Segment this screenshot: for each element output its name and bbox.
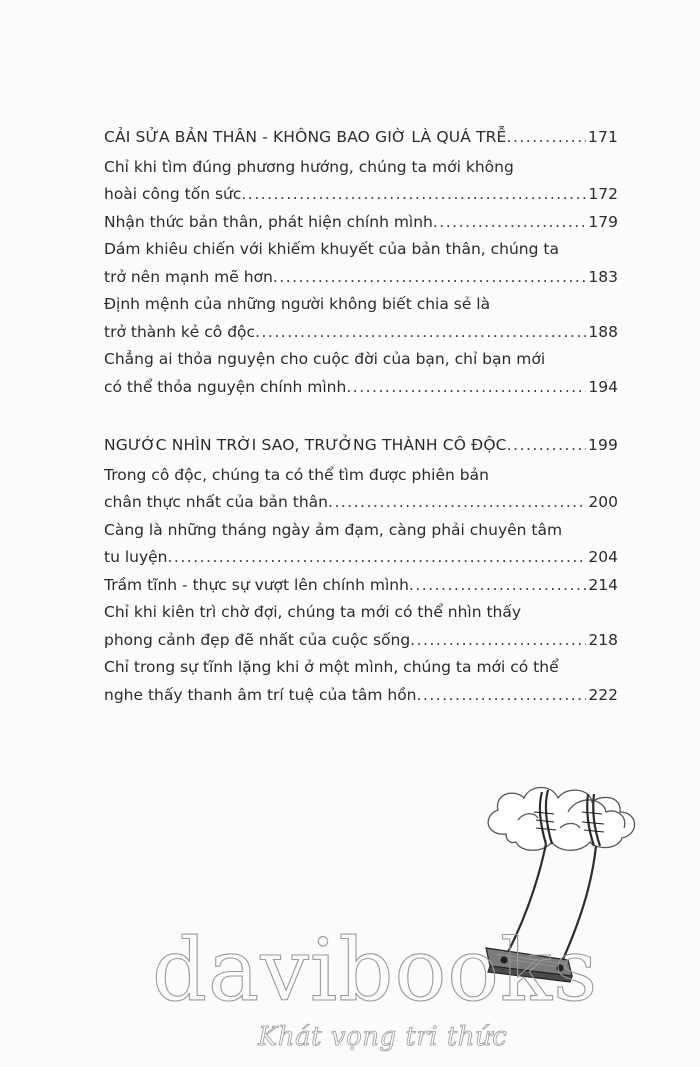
- toc-entry-text: Chẳng ai thỏa nguyện cho cuộc đời của bạn, chỉ bạn mới: [104, 350, 546, 368]
- toc-entry-page: 183: [588, 267, 618, 286]
- toc-entry-text: Chỉ trong sự tĩnh lặng khi ở một mình, chúng ta mới có thể: [104, 658, 559, 676]
- leader-dots: [328, 489, 586, 517]
- toc-entry-last-line: [104, 209, 618, 237]
- toc-entry-text: trở nên mạnh mẽ hơn: [104, 267, 273, 286]
- toc-entry-page: 188: [588, 322, 618, 341]
- toc-entry-page: 179: [588, 212, 618, 231]
- leader-dots: [273, 264, 587, 292]
- toc-entry-page: 200: [588, 493, 618, 511]
- toc-entry[interactable]: [104, 236, 618, 291]
- section-heading-title: CẢI SỬA BẢN THÂN - KHÔNG BAO GIỜ LÀ QUÁ TRỄ: [104, 128, 507, 146]
- toc-entry-text: nghe thấy thanh âm trí tuệ của tâm hồn: [104, 685, 417, 704]
- toc-entry-text: Trong cô độc, chúng ta có thể tìm được phiên bản: [104, 465, 489, 484]
- toc-entry-text: Trầm tĩnh - thực sự vượt lên chính mình: [104, 575, 409, 594]
- toc-entry-line: [104, 154, 618, 182]
- toc-section-2: [104, 432, 618, 709]
- toc-entry[interactable]: [104, 517, 618, 572]
- toc-entry-line: [104, 291, 618, 319]
- watermark-logo: davibooks: [152, 921, 599, 1021]
- toc-entry-text: trở thành kẻ cô độc: [104, 322, 256, 341]
- toc-entry-last-line: [104, 544, 618, 572]
- toc-entry-page: 222: [588, 685, 618, 704]
- toc-entry-last-line: [104, 627, 618, 655]
- toc-entry[interactable]: [104, 291, 618, 346]
- leader-dots: [255, 319, 586, 347]
- toc-entry-page: 214: [588, 575, 618, 594]
- section-heading-page: 171: [587, 128, 618, 146]
- leader-dots: [433, 209, 587, 237]
- toc-entry-text: có thể thỏa nguyện chính mình: [104, 377, 347, 396]
- toc-entry-page: 172: [588, 185, 618, 203]
- toc-entry-last-line: [104, 181, 618, 209]
- toc-entry-last-line: [104, 319, 618, 347]
- leader-dots: [410, 627, 586, 655]
- toc-entry-last-line: [104, 682, 618, 710]
- toc-entry-line: [104, 346, 618, 374]
- leader-dots: [409, 572, 586, 600]
- toc-entry[interactable]: [104, 572, 618, 600]
- section-heading-title: NGƯỚC NHÌN TRỜI SAO, TRƯỞNG THÀNH CÔ ĐỘC: [104, 436, 507, 454]
- section-heading[interactable]: [104, 124, 618, 152]
- toc-entry-last-line: [104, 264, 618, 292]
- toc-entry-last-line: [104, 374, 618, 402]
- toc-entry[interactable]: [104, 209, 618, 237]
- toc-entry-page: 218: [588, 630, 618, 649]
- toc-entry-line: [104, 236, 618, 264]
- toc-entry[interactable]: [104, 154, 618, 209]
- toc-entry-text: Dám khiêu chiến với khiếm khuyết của bản thân, chúng ta: [104, 240, 559, 258]
- leader-dots: [346, 374, 586, 402]
- section-heading[interactable]: [104, 432, 618, 460]
- toc-entry-text: tu luyện: [104, 548, 168, 566]
- toc-entry-page: 204: [588, 548, 618, 566]
- toc-entry[interactable]: [104, 599, 618, 654]
- toc-entry-text: Chỉ khi tìm đúng phương hướng, chúng ta mới không: [104, 157, 514, 176]
- toc-entry[interactable]: [104, 654, 618, 709]
- leader-dots: [168, 544, 587, 572]
- toc-entry-text: Nhận thức bản thân, phát hiện chính mình: [104, 212, 433, 231]
- toc-entry-line: [104, 599, 618, 627]
- toc-entry-line: [104, 462, 618, 490]
- toc-entry-line: [104, 517, 618, 545]
- toc-entry-text: Càng là những tháng ngày ảm đạm, càng phải chuyên tâm: [104, 520, 563, 539]
- watermark-tagline: Khát vọng tri thức: [258, 1022, 508, 1052]
- leader-dots: [507, 124, 586, 152]
- toc-section-1: [104, 124, 618, 401]
- leader-dots: [241, 181, 586, 209]
- toc-entry-text: hoài công tốn sức: [104, 185, 242, 203]
- leader-dots: [507, 432, 586, 460]
- toc-entry-text: Định mệnh của những người không biết chia sẻ là: [104, 295, 491, 313]
- toc-entry-text: Chỉ khi kiên trì chờ đợi, chúng ta mới có thể nhìn thấy: [104, 603, 522, 621]
- toc-entry-last-line: [104, 489, 618, 517]
- leader-dots: [417, 682, 587, 710]
- toc-entry-last-line: [104, 572, 618, 600]
- section-heading-page: 199: [587, 436, 618, 454]
- toc-entry-page: 194: [588, 377, 618, 396]
- toc-entry[interactable]: [104, 462, 618, 517]
- toc-entry[interactable]: [104, 346, 618, 401]
- toc-entry-text: chân thực nhất của bản thân: [104, 493, 329, 511]
- toc-entry-line: [104, 654, 618, 682]
- toc-entry-text: phong cảnh đẹp đẽ nhất của cuộc sống: [104, 630, 411, 649]
